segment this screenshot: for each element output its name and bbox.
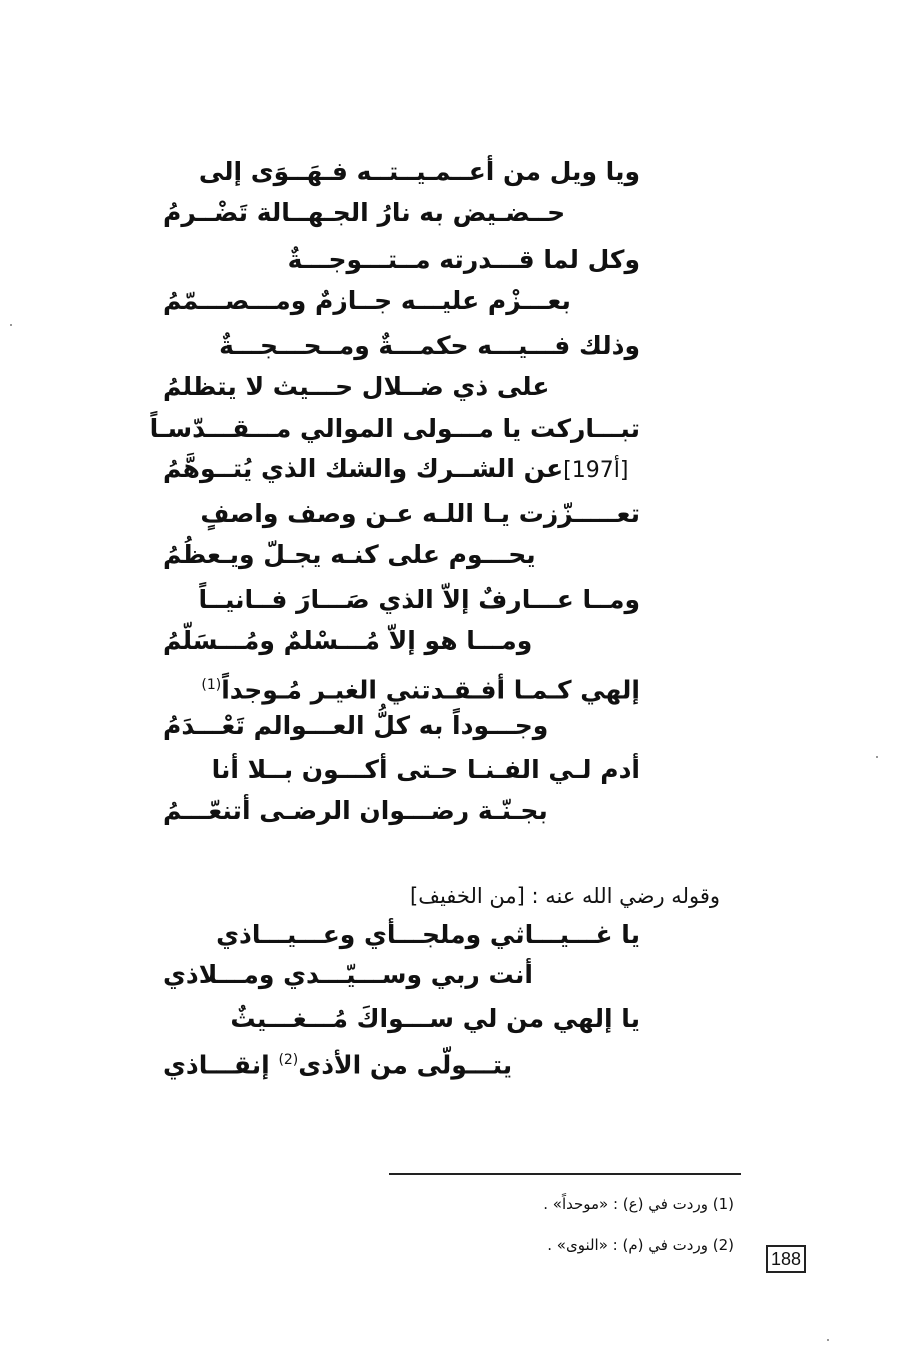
verse-line-7: تبـــاركت يا مـــولى الموالي مـــقـــدّسـاً [149,414,640,443]
footnote-ref-1: (1) [201,677,222,693]
footnote-ref-2: (2) [278,1052,299,1068]
verse-line-10: يحـــوم على كنـه يجـلّ ويـعظُمُ [163,540,536,569]
footnote-divider [389,1173,741,1175]
verse-2-line-4-end: إنقـــاذي [163,1050,270,1080]
verse-line-12: ومـــا هو إلاّ مُـــسْلمٌ ومُـــسَلّمُ [163,626,533,655]
scan-speck [827,1339,829,1341]
folio-marker: [197أ] [563,458,629,483]
verse-line-2: حــضـيض به نارُ الجـهــالة تَضْــرمُ [163,198,566,227]
verse-line-1: ويا ويل من أعــمـيــتــه فـهَــوَى إلى [198,157,640,186]
verse-line-16: بجـنّـة رضـــوان الرضـى أتنعّـــمُ [163,796,548,825]
verse-2-line-4-start: يتـــولّى من الأذى [298,1050,513,1080]
scan-speck [876,756,878,758]
footnote-2: (2) وردت في (م) : «النوى» . [547,1236,734,1254]
verse-line-8-text: عن الشــرك والشك الذي يُتــوهَّمُ [163,454,564,483]
page-number: 188 [766,1245,806,1273]
verse-line-13 [201,665,640,710]
verse-line-5: وذلك فـــيـــه حكمـــةٌ ومــحـــجـــةٌ [219,331,640,360]
verse-line-14: وجـــوداً به كلُّ العـــوالم تَعْـــدَمُ [163,711,549,740]
verse-line-8 [163,449,628,491]
verse-line-6: على ذي ضــلال حـــيث لا يتظلمُ [163,372,550,401]
verse-2-line-3: يا إلهي من لي ســـواكَ مُـــغـــيثٌ [230,1004,640,1033]
verse-line-3: وكل لما قـــدرته مــتـــوجـــةٌ [287,245,640,274]
verse-2-line-1: يا غـــيـــاثي وملجـــأي وعـــيـــاذي [216,920,640,949]
footnote-1: (1) وردت في (ع) : «موحداً» . [543,1195,734,1213]
verse-2-line-4 [163,1040,512,1085]
section-intro: وقوله رضي الله عنه : [من الخفيف] [410,884,720,908]
verse-line-11: ومــا عـــارفٌ إلاّ الذي صَـــارَ فــانيــاً [198,585,640,614]
scan-speck [10,324,12,326]
verse-line-9: تعـــــزّزت يـا اللـه عـن وصف واصفٍ [200,499,640,528]
verse-2-line-2: أنت ربي وســـيّـــدي ومـــلاذي [163,960,533,989]
verse-line-15: أدم لـي الفـنـا حـتى أكـــون بــلا أنا [211,755,640,784]
verse-line-4: بعـــزْم عليـــه جــازمٌ ومـــصـــمّمُ [163,286,571,315]
verse-line-13-text: إلهي كـمـا أفـقـدتني الغيـر مُـوجداً [221,675,640,705]
